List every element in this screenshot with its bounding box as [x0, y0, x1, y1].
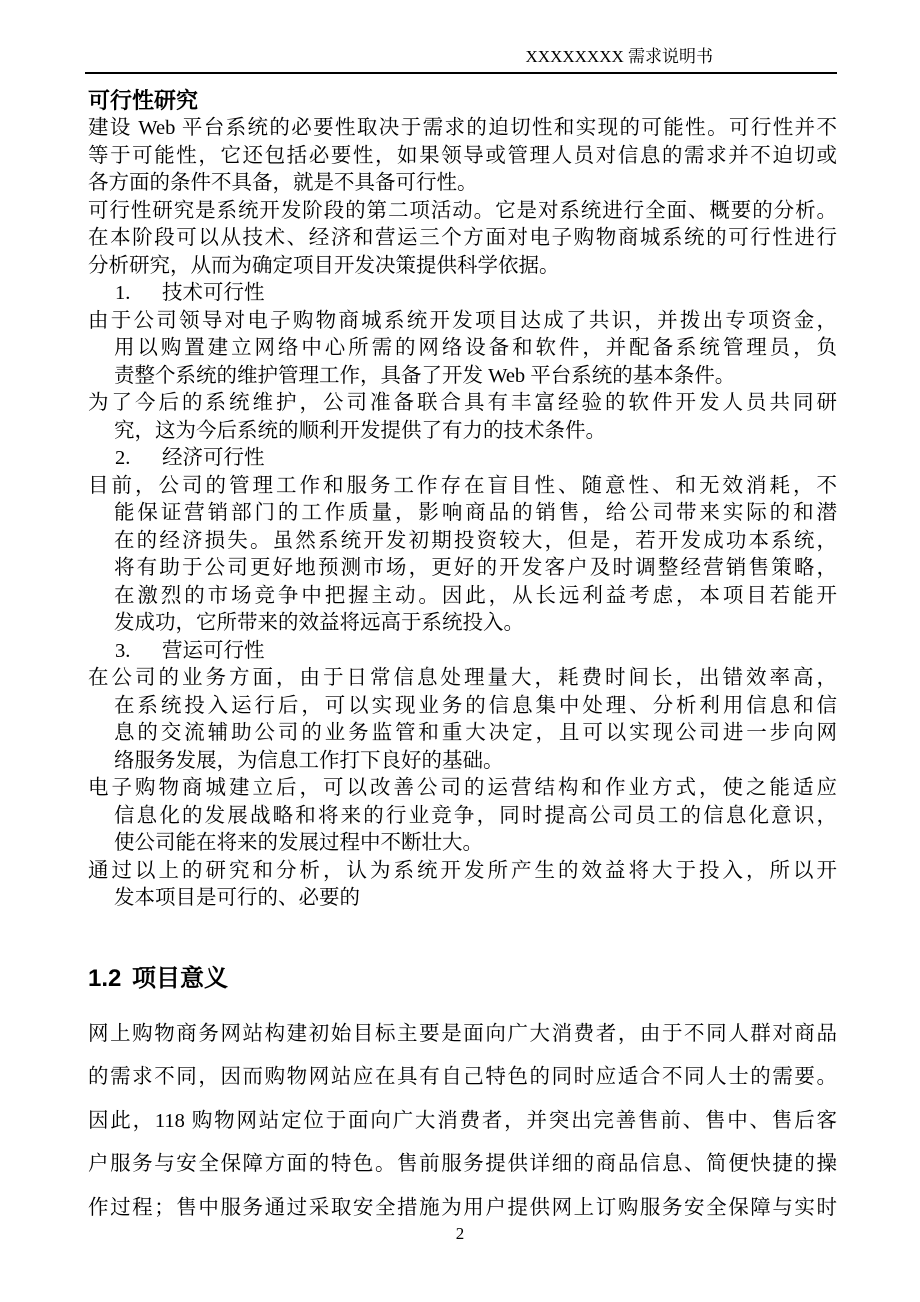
text-line: 在的经济损失。虽然系统开发初期投资较大，但是，若开发成功本系统，	[114, 529, 837, 552]
list-label: 技术可行性	[162, 282, 265, 304]
list-item-operational	[88, 638, 837, 666]
text-line: 因此，118 购物网站定位于面向广大消费者，并突出完善售前、售中、售后客	[88, 1109, 837, 1132]
subsection-heading	[88, 964, 837, 993]
text-line: 在激烈的市场竞争中把握主动。因此，从长远利益考虑，本项目若能开	[114, 584, 837, 607]
text-line: 可行性研究是系统开发阶段的第二项活动。它是对系统进行全面、概要的分析。	[88, 199, 837, 222]
list-label: 经济可行性	[162, 447, 265, 469]
text-line: 息的交流辅助公司的业务监管和重大决定，且可以实现公司进一步向网	[114, 722, 837, 744]
text-line: 在系统投入运行后，可以实现业务的信息集中处理、分析利用信息和信	[114, 694, 837, 717]
text-line: 分析研究，从而为确定项目开发决策提供科学依据。	[88, 254, 560, 277]
text-line: 建设 Web 平台系统的必要性取决于需求的迫切性和实现的可能性。可行性并不	[88, 117, 837, 139]
text-line: 目前，公司的管理工作和服务工作存在盲目性、随意性、和无效消耗，不	[88, 474, 837, 497]
document-body	[88, 88, 837, 1230]
heading-label: 项目意义	[132, 964, 228, 992]
text-line: 网上购物商务网站构建初始目标主要是面向广大消费者，由于不同人群对商品	[88, 1022, 837, 1045]
list-item-technical	[88, 280, 837, 308]
text-line: 发成功，它所带来的效益将远高于系统投入。	[114, 612, 524, 634]
text-line: 各方面的条件不具备，就是不具备可行性。	[88, 172, 478, 194]
text-line: 在公司的业务方面，由于日常信息处理量大，耗费时间长，出错效率高，	[88, 667, 837, 689]
list-number: 3.	[115, 639, 131, 662]
text-line: 作过程；售中服务通过采取安全措施为用户提供网上订购服务安全保障与实时	[88, 1196, 837, 1219]
text-line: 电子购物商城建立后，可以改善公司的运营结构和作业方式，使之能适应	[88, 777, 837, 799]
list-label: 营运可行性	[162, 639, 265, 662]
text-line: 发本项目是可行的、必要的	[114, 887, 360, 909]
text-line: 由于公司领导对电子购物商城系统开发项目达成了共识，并拨出专项资金，	[88, 309, 837, 332]
page-number: 2	[455, 1224, 465, 1243]
list-number: 1.	[115, 282, 131, 304]
text-line: 使公司能在将来的发展过程中不断壮大。	[114, 832, 483, 854]
text-line: 络服务发展，为信息工作打下良好的基础。	[114, 749, 504, 772]
text-line: 通过以上的研究和分析，认为系统开发所产生的效益将大于投入，所以开	[88, 859, 837, 882]
text-line: 在本阶段可以从技术、经济和营运三个方面对电子购物商城系统的可行性进行	[88, 227, 837, 249]
text-line: 究，这为今后系统的顺利开发提供了有力的技术条件。	[114, 419, 606, 442]
text-line: 用以购置建立网络中心所需的网络设备和软件，并配备系统管理员，负	[114, 337, 837, 359]
text-line: 能保证营销部门的工作质量，影响商品的销售，给公司带来实际的和潜	[114, 502, 837, 524]
text-line: 将有助于公司更好地预测市场，更好的开发客户及时调整经营销售策略，	[114, 557, 837, 579]
text-line: 户服务与安全保障方面的特色。售前服务提供详细的商品信息、简便快捷的操	[88, 1153, 837, 1175]
text-line: 为了今后的系统维护，公司准备联合具有丰富经验的软件开发人员共同研	[88, 392, 837, 414]
list-item-economic	[88, 445, 837, 473]
text-line: 责整个系统的维护管理工作，具备了开发 Web 平台系统的基本条件。	[114, 364, 736, 387]
text-line: 等于可能性，它还包括必要性，如果领导或管理人员对信息的需求并不迫切或	[88, 144, 837, 167]
text-line: 的需求不同，因而购物网站应在具有自己特色的同时应适合不同人士的需要。	[88, 1066, 837, 1088]
list-number: 2.	[115, 447, 131, 469]
page-header	[85, 0, 837, 74]
text-line: 信息化的发展战略和将来的行业竞争，同时提高公司员工的信息化意识，	[114, 804, 837, 827]
page-footer	[0, 1224, 920, 1244]
heading-number: 1.2	[88, 964, 122, 992]
section-heading: 可行性研究	[88, 88, 199, 113]
header-doc-title: XXXXXXXX 需求说明书	[525, 47, 713, 66]
